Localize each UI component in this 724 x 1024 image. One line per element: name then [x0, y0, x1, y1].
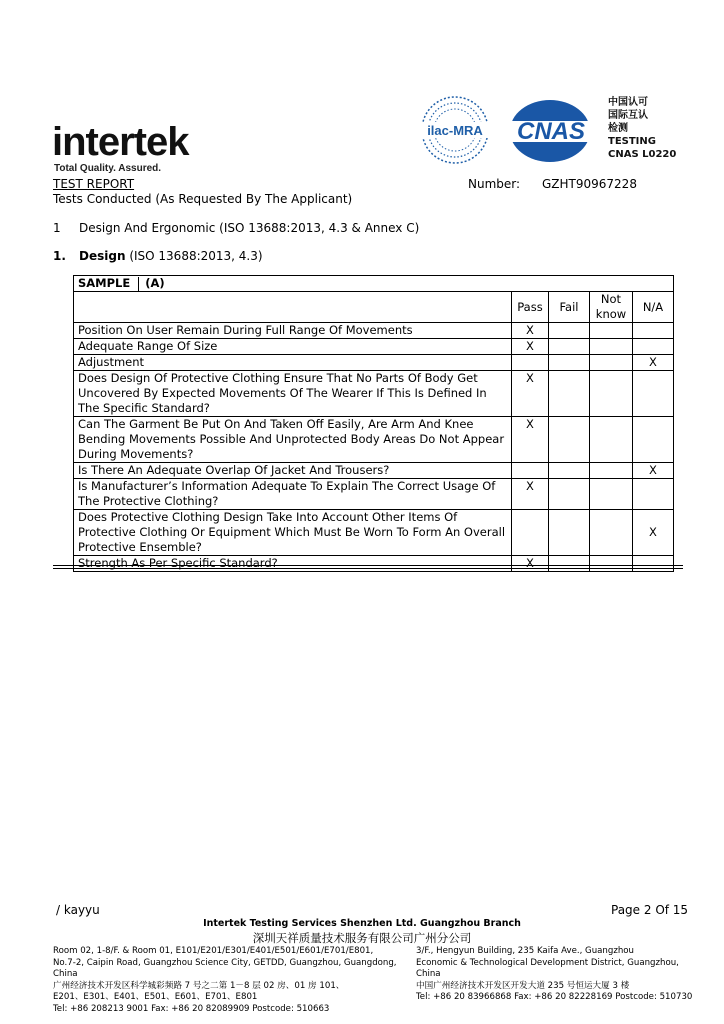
section-title: Design [79, 249, 126, 263]
footer-address-left [53, 946, 413, 1016]
row-fail [549, 463, 590, 479]
column-header-fail: Fail [549, 292, 590, 323]
table-row [74, 463, 674, 479]
section-end-rule [53, 565, 683, 569]
row-fail [549, 323, 590, 339]
row-question: Adjustment [74, 355, 512, 371]
report-number-value: GZHT90967228 [542, 177, 637, 191]
row-pass: X [512, 556, 549, 572]
column-header-pass: Pass [512, 292, 549, 323]
row-not-know [590, 479, 633, 510]
row-not-know [590, 417, 633, 463]
row-pass [512, 510, 549, 556]
cnas-text: CNAS [516, 118, 586, 145]
sample-row [74, 276, 674, 292]
row-question: Is There An Adequate Overlap Of Jacket And Trousers? [74, 463, 512, 479]
address-line: 中国广州经济技术开发区开发大道 235 号恒运大厦 3 楼 [416, 980, 630, 991]
intertek-logo: intertek [52, 120, 189, 164]
footer-company: Intertek Testing Services Shenzhen Ltd. Guangzhou Branch [203, 918, 521, 929]
row-question: Strength As Per Specific Standard? [74, 556, 512, 572]
row-not-know [590, 463, 633, 479]
row-pass: X [512, 339, 549, 355]
page-number: Page 2 Of 15 [611, 903, 689, 917]
row-fail [549, 479, 590, 510]
row-na [633, 417, 674, 463]
table-row [74, 323, 674, 339]
row-na [633, 479, 674, 510]
section-number: 1. [53, 249, 66, 263]
row-not-know [590, 556, 633, 572]
ilac-mra-logo [415, 95, 495, 165]
row-na [633, 556, 674, 572]
table-row [74, 371, 674, 417]
section-heading-1-1 [53, 249, 263, 263]
column-header-na: N/A [633, 292, 674, 323]
row-not-know [590, 510, 633, 556]
footer-address-right [416, 946, 706, 1004]
column-header-row [74, 292, 674, 323]
cnas-line: TESTING [608, 136, 656, 147]
row-pass [512, 463, 549, 479]
address-line: 广州经济技术开发区科学城彩频路 7 号之二第 1－8 层 02 房、01 房 101、 [53, 980, 345, 991]
address-line: No.7-2, Caipin Road, Guangzhou Science City, GETDD, Guangzhou, Guangdong, China [53, 957, 397, 980]
cnas-line: 中国认可 [608, 97, 648, 108]
row-fail [549, 339, 590, 355]
design-results-table [73, 275, 674, 572]
row-question: Is Manufacturer’s Information Adequate To Explain The Correct Usage Of The Protective Clothing? [74, 479, 512, 510]
ilac-mra-text: ilac-MRA [427, 123, 483, 138]
row-fail [549, 510, 590, 556]
row-pass: X [512, 323, 549, 339]
row-question: Adequate Range Of Size [74, 339, 512, 355]
cnas-line: 检测 [608, 123, 628, 134]
cnas-accreditation-text [608, 96, 676, 161]
section-title: Design And Ergonomic (ISO 13688:2013, 4.3 & Annex C) [79, 221, 420, 235]
row-not-know [590, 323, 633, 339]
row-na [633, 371, 674, 417]
sample-id: (A) [145, 276, 165, 290]
row-na [633, 323, 674, 339]
row-pass: X [512, 371, 549, 417]
report-label: TEST REPORT [53, 177, 135, 191]
address-line: Room 02, 1-8/F. & Room 01, E101/E201/E301/E401/E501/E601/E701/E801, [53, 946, 374, 956]
row-question: Can The Garment Be Put On And Taken Off Easily, Are Arm And Knee Bending Movements Possible And Unprotected Body Areas Do Not Appear During Movements? [74, 417, 512, 463]
row-na: X [633, 355, 674, 371]
address-line: 3/F., Hengyun Building, 235 Kaifa Ave., Guangzhou [416, 946, 634, 956]
footer-company-cn: 深圳天祥质量技术服务有限公司广州分公司 [252, 931, 472, 945]
cnas-logo [503, 97, 601, 165]
row-fail [549, 371, 590, 417]
row-not-know [590, 339, 633, 355]
row-fail [549, 355, 590, 371]
address-line: Tel: +86 208213 9001 Fax: +86 20 82089909 Postcode: 510663 [53, 1003, 330, 1014]
row-na [633, 339, 674, 355]
column-header-not-know: Not know [590, 292, 633, 323]
table-row [74, 479, 674, 510]
row-pass: X [512, 479, 549, 510]
address-line: E201、E301、E401、E501、E601、E701、E801 [53, 992, 258, 1003]
row-not-know [590, 355, 633, 371]
table-row [74, 417, 674, 463]
address-line: China [416, 969, 441, 980]
row-fail [549, 417, 590, 463]
row-not-know [590, 371, 633, 417]
table-row [74, 556, 674, 572]
row-pass: X [512, 417, 549, 463]
address-line: Economic & Technological Development District, Guangzhou, [416, 957, 679, 968]
header-blank [74, 292, 512, 323]
row-question: Does Protective Clothing Design Take Into Account Other Items Of Protective Clothing Or Equipment Which Must Be Worn To Form An Overall Protective Ensemble? [74, 510, 512, 556]
tests-conducted-line: Tests Conducted (As Requested By The Applicant) [53, 192, 353, 206]
section-heading-1 [53, 221, 419, 235]
report-number-label: Number: [468, 177, 521, 191]
row-na: X [633, 463, 674, 479]
footer-initials: / kayyu [56, 903, 100, 917]
row-na: X [633, 510, 674, 556]
address-line: Tel: +86 20 83966868 Fax: +86 20 82228169 Postcode: 510730 [416, 992, 693, 1003]
sample-cell [74, 276, 674, 292]
row-question: Position On User Remain During Full Range Of Movements [74, 323, 512, 339]
row-question: Does Design Of Protective Clothing Ensure That No Parts Of Body Get Uncovered By Expected Movements Of The Wearer If This Is Defined In The Specific Standard? [74, 371, 512, 417]
cnas-line: CNAS L0220 [608, 149, 677, 160]
section-number: 1 [53, 221, 61, 235]
table-row [74, 355, 674, 371]
table-row [74, 339, 674, 355]
row-fail [549, 556, 590, 572]
sample-label: SAMPLE [78, 276, 131, 290]
logo-tagline: Total Quality. Assured. [54, 163, 162, 174]
row-pass [512, 355, 549, 371]
table-row [74, 510, 674, 556]
cnas-line: 国际互认 [608, 110, 648, 121]
section-reference: (ISO 13688:2013, 4.3) [125, 249, 263, 263]
